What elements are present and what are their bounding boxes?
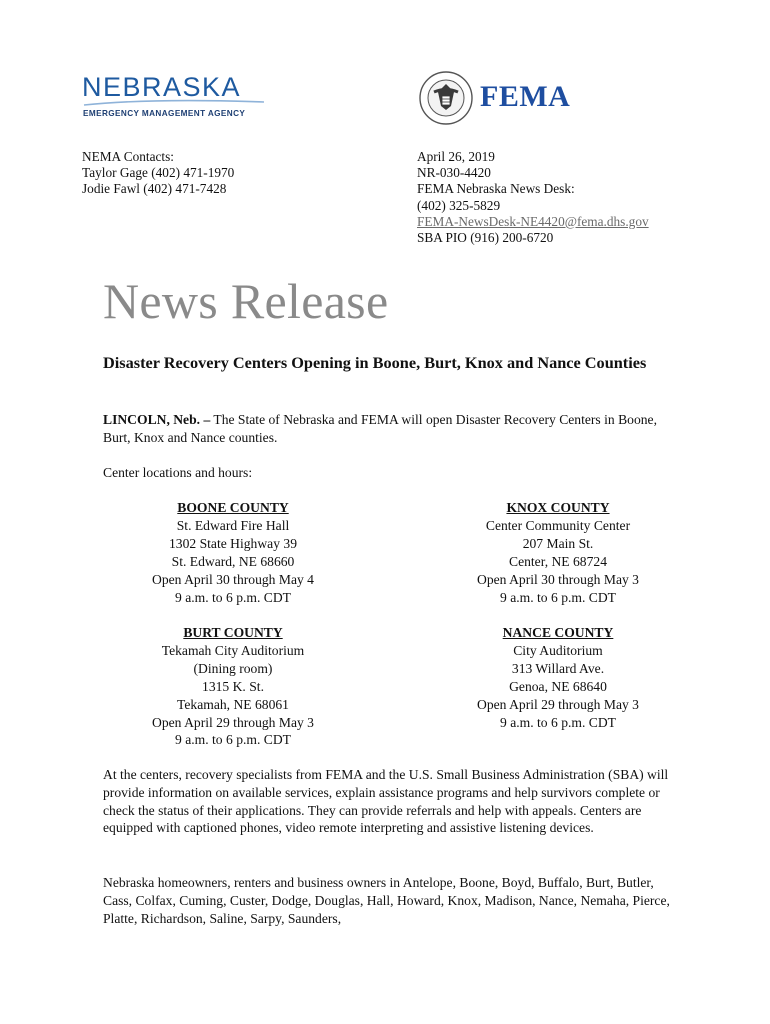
contact-line: Taylor Gage (402) 471-1970 xyxy=(82,165,235,181)
county-line: Center, NE 68724 xyxy=(509,553,607,569)
county-block-knox xyxy=(428,499,688,606)
county-block-burt xyxy=(103,624,363,749)
county-line: 9 a.m. to 6 p.m. CDT xyxy=(500,714,616,730)
county-block-nance xyxy=(428,624,688,731)
intro-text: The State of Nebraska and FEMA will open Disaster Recovery Centers in Boone, Burt, Knox and Nance counties. xyxy=(103,412,657,445)
nema-logo-swoosh xyxy=(82,96,267,110)
county-line: Tekamah City Auditorium xyxy=(161,642,305,658)
county-line: Tekamah, NE 68061 xyxy=(177,696,289,712)
county-line: Center Community Center xyxy=(485,517,631,533)
county-line: 207 Main St. xyxy=(522,535,594,551)
news-desk-email-link[interactable]: FEMA-NewsDesk-NE4420@fema.dhs.gov xyxy=(417,213,649,229)
county-name: KNOX COUNTY xyxy=(506,500,610,515)
centers-paragraph: At the centers, recovery specialists from FEMA and the U.S. Small Business Administration (SBA) will provide information on available services, explain assistance programs and help survivors complete or check the status of their applications. They can provide referrals and help with appeals. Centers are equipped with captioned phones, video remote interpreting and assistive listening devices. xyxy=(103,767,669,836)
page-title: News Release xyxy=(103,273,389,329)
county-name: BOONE COUNTY xyxy=(177,500,289,515)
headline: Disaster Recovery Centers Opening in Boone, Burt, Knox and Nance Counties xyxy=(103,353,647,372)
county-line: Open April 30 through May 3 xyxy=(477,571,639,587)
nema-logo-wordmark: NEBRASKA xyxy=(82,72,242,102)
county-line: 9 a.m. to 6 p.m. CDT xyxy=(175,732,291,748)
contact-line: Jodie Fawl (402) 471-7428 xyxy=(82,181,227,197)
news-desk-label: FEMA Nebraska News Desk: xyxy=(417,181,575,197)
release-date: April 26, 2019 xyxy=(417,149,495,164)
county-line: 1302 State Highway 39 xyxy=(169,535,297,551)
county-line: 313 Willard Ave. xyxy=(511,660,605,676)
nema-contacts xyxy=(82,149,234,198)
county-line: Genoa, NE 68640 xyxy=(509,678,607,694)
county-line: (Dining room) xyxy=(193,660,273,676)
county-line: 1315 K. St. xyxy=(202,678,264,694)
county-line: City Auditorium xyxy=(513,642,603,658)
news-desk-phone: (402) 325-5829 xyxy=(417,197,501,213)
county-line: 9 a.m. to 6 p.m. CDT xyxy=(500,589,616,605)
contacts-label: NEMA Contacts: xyxy=(82,149,174,164)
fema-logo-wordmark: FEMA xyxy=(480,80,571,113)
county-line: Open April 29 through May 3 xyxy=(152,714,314,730)
county-line: St. Edward, NE 68660 xyxy=(171,553,295,569)
intro-paragraph xyxy=(103,411,673,447)
release-info xyxy=(417,149,649,246)
dhs-seal-icon xyxy=(418,70,474,126)
hours-intro: Center locations and hours: xyxy=(103,465,253,480)
release-number: NR-030-4420 xyxy=(417,165,491,181)
nema-logo-subtitle: EMERGENCY MANAGEMENT AGENCY xyxy=(83,109,246,118)
counties-paragraph: Nebraska homeowners, renters and business owners in Antelope, Boone, Boyd, Buffalo, Burt, Butler, Cass, Colfax, Cuming, Custer, Dodge, Douglas, Hall, Howard, Knox, Madison, Nance, Nemaha, Pierce, Platte, Richardson, Saline, Sarpy, Saunders, xyxy=(103,875,670,926)
sba-contact: SBA PIO (916) 200-6720 xyxy=(417,230,554,246)
fema-logo xyxy=(418,70,578,126)
county-block-boone xyxy=(103,499,363,606)
dateline: LINCOLN, Neb. – xyxy=(103,412,211,427)
county-line: 9 a.m. to 6 p.m. CDT xyxy=(175,589,291,605)
county-line: Open April 29 through May 3 xyxy=(477,696,639,712)
nema-logo xyxy=(82,72,267,122)
county-line: Open April 30 through May 4 xyxy=(152,571,314,587)
county-name: NANCE COUNTY xyxy=(502,625,614,640)
county-name: BURT COUNTY xyxy=(183,625,283,640)
county-line: St. Edward Fire Hall xyxy=(176,517,290,533)
